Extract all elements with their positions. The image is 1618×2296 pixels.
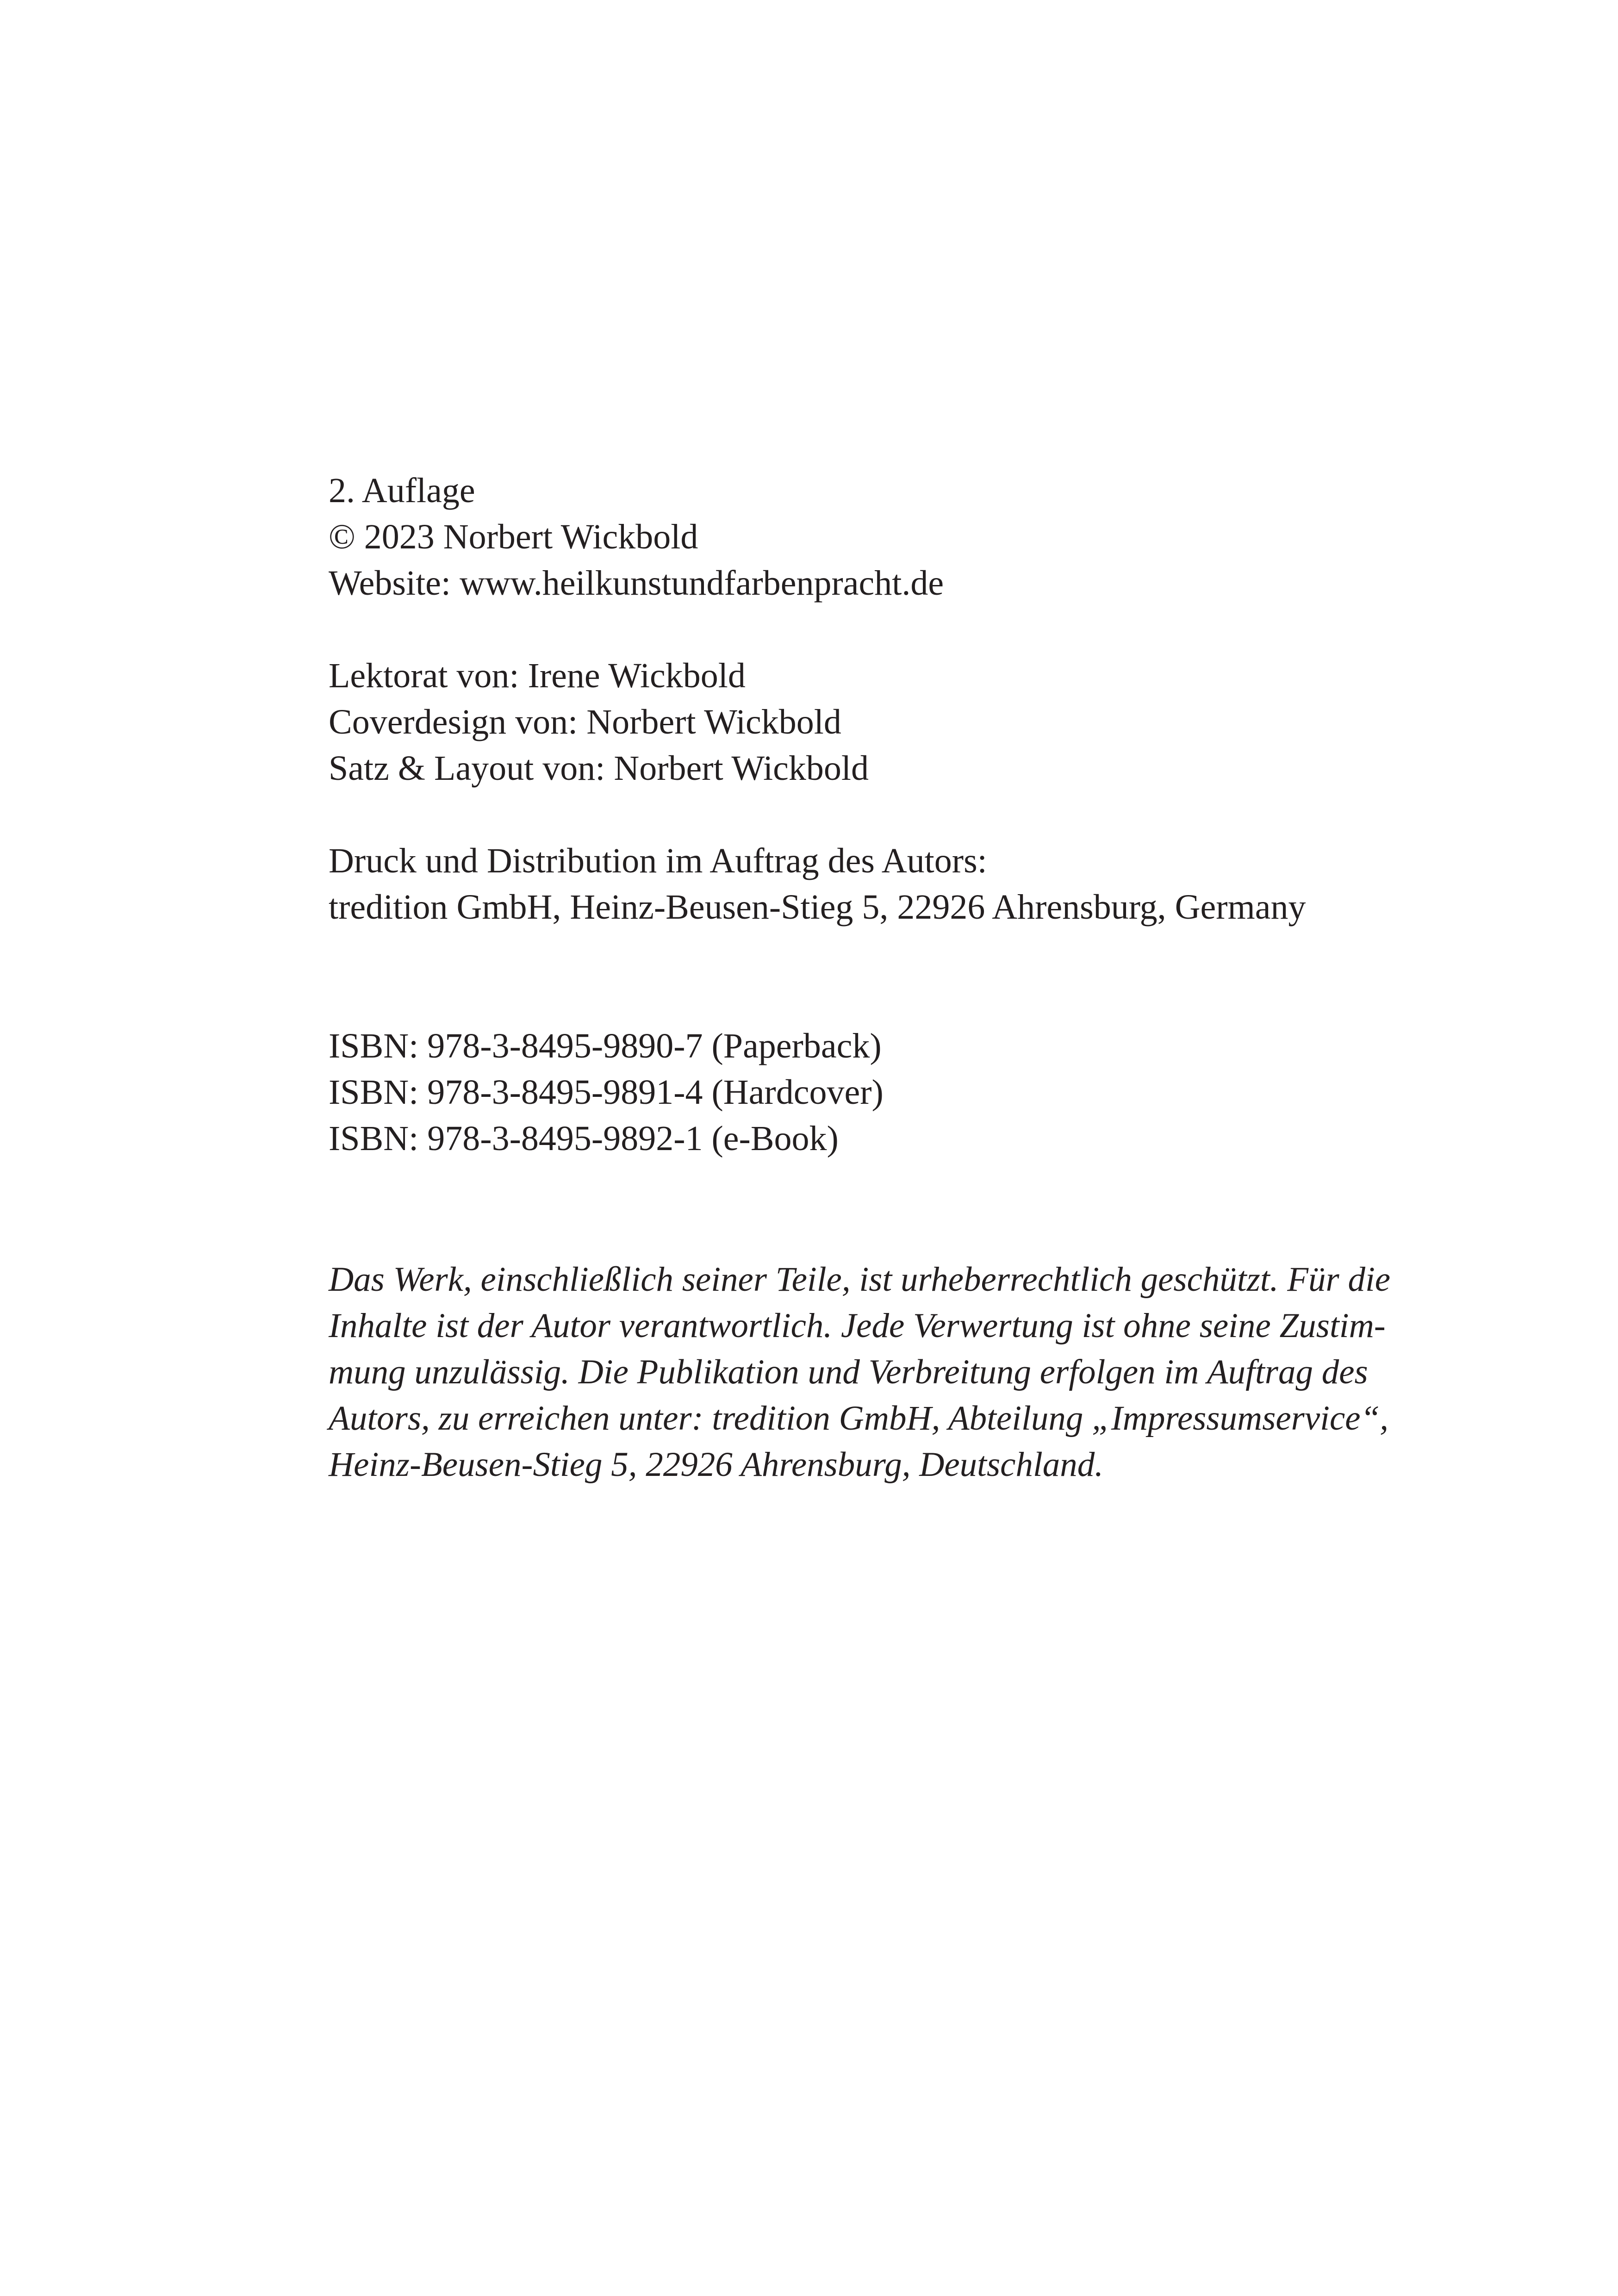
publisher-address-line: tredition GmbH, Heinz-Beusen-Stieg 5, 22926 Ahrensburg, Germany bbox=[329, 888, 1306, 927]
coverdesign-line: Coverdesign von: Norbert Wickbold bbox=[329, 703, 841, 741]
isbn-block bbox=[329, 1023, 1439, 1162]
legal-line-4: Autors, zu erreichen unter: tredition GmbH, Abteilung „Impressumservice“, bbox=[329, 1399, 1389, 1437]
edition-line: 2. Auflage bbox=[329, 471, 475, 510]
legal-notice bbox=[329, 1257, 1398, 1488]
isbn-hardcover-line: ISBN: 978-3-8495-9891-4 (Hardcover) bbox=[329, 1073, 884, 1112]
copyright-line: © 2023 Norbert Wickbold bbox=[329, 517, 698, 556]
layout-line: Satz & Layout von: Norbert Wickbold bbox=[329, 749, 869, 788]
lektorat-line: Lektorat von: Irene Wickbold bbox=[329, 656, 746, 695]
isbn-ebook-line: ISBN: 978-3-8495-9892-1 (e-Book) bbox=[329, 1119, 839, 1158]
website-line: Website: www.heilkunstundfarbenpracht.de bbox=[329, 564, 944, 603]
print-heading-line: Druck und Distribution im Auftrag des Autors: bbox=[329, 841, 987, 880]
legal-line-2: Inhalte ist der Autor verantwortlich. Jede Verwertung ist ohne seine Zustim- bbox=[329, 1307, 1386, 1345]
legal-line-1: Das Werk, einschließlich seiner Teile, ist urheberrechtlich geschützt. Für die bbox=[329, 1260, 1391, 1299]
credits-block bbox=[329, 653, 1439, 791]
edition-block bbox=[329, 467, 1439, 606]
legal-line-3: mung unzulässig. Die Publikation und Verbreitung erfolgen im Auftrag des bbox=[329, 1353, 1368, 1391]
legal-line-5: Heinz-Beusen-Stieg 5, 22926 Ahrensburg, Deutschland. bbox=[329, 1445, 1104, 1484]
print-distribution-block bbox=[329, 838, 1439, 930]
isbn-paperback-line: ISBN: 978-3-8495-9890-7 (Paperback) bbox=[329, 1027, 882, 1065]
